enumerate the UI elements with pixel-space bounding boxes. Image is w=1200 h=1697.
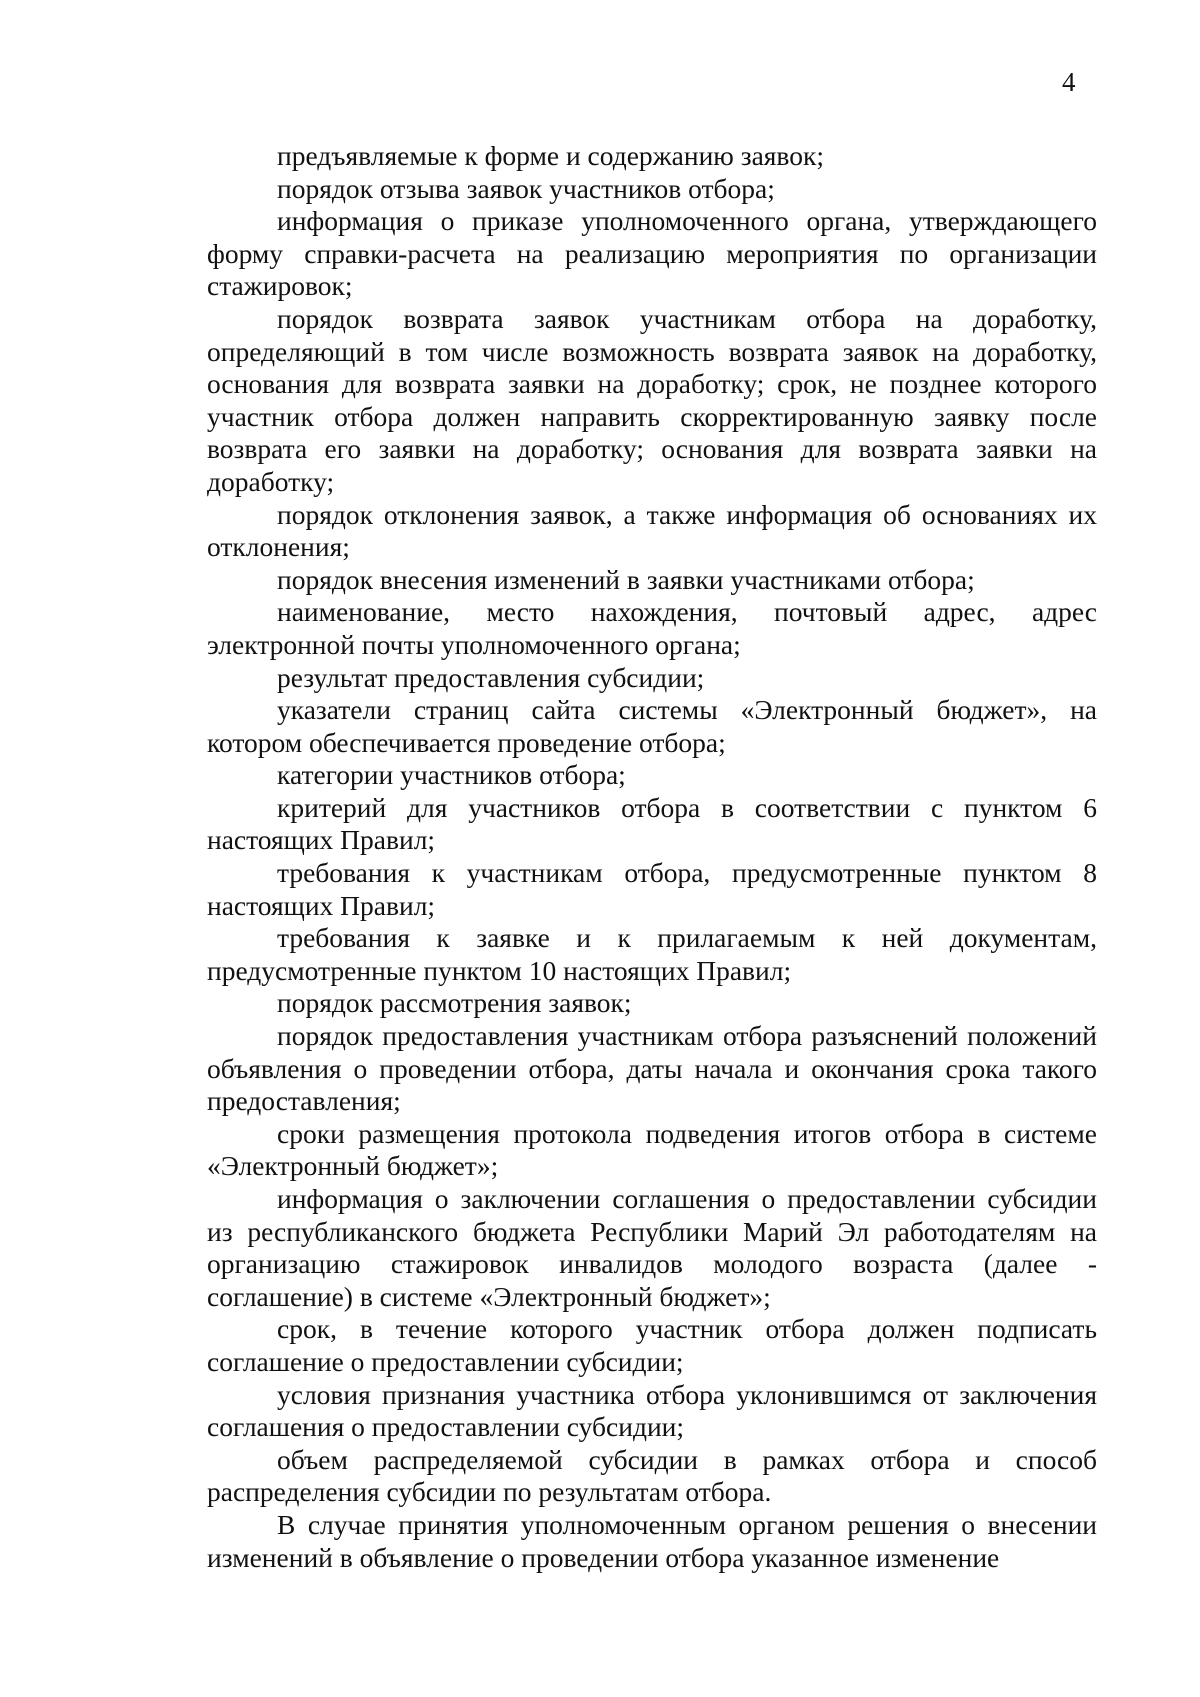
- paragraph-5: порядок отклонения заявок, а также информация об основаниях их отклонения;: [207, 498, 1097, 563]
- paragraph-18: срок, в течение которого участник отбора должен подписать соглашение о предоставлении субсидии;: [207, 1313, 1097, 1377]
- paragraph-1: предъявляемые к форме и содержанию заявок;: [277, 140, 824, 171]
- paragraph-17: информация о заключении соглашения о предоставлении субсидии из республиканского бюджета Республики Марий Эл работодателям на организацию стажировок инвалидов молодого возраста (далее - соглашение) в системе «Электронный бюджет»;: [207, 1183, 1097, 1312]
- paragraph-4: порядок возврата заявок участникам отбора на доработку, определяющий в том числе возможность возврата заявок на доработку, основания для возврата заявки на доработку; срок, не позднее которого участник отбора должен направить скорректированную заявку после возврата его заявки на доработку; основания для возврата заявки на доработку;: [207, 302, 1097, 497]
- paragraph-13: требования к заявке и к прилагаемым к ней документам, предусмотренные пунктом 10 настоящих Правил;: [207, 922, 1097, 986]
- paragraph-20: объем распределяемой субсидии в рамках отбора и способ распределения субсидии по результатам отбора.: [207, 1443, 1097, 1508]
- page-number: 4: [1062, 67, 1076, 97]
- paragraph-7: наименование, место нахождения, почтовый адрес, адрес электронной почты уполномоченного органа;: [207, 596, 1097, 660]
- paragraph-3: информация о приказе уполномоченного органа, утверждающего форму справки-расчета на реализацию мероприятия по организации стажировок;: [207, 205, 1097, 302]
- paragraph-11: критерий для участников отбора в соответствии с пунктом 6 настоящих Правил;: [207, 791, 1097, 856]
- paragraph-8: результат предоставления субсидии;: [277, 661, 705, 693]
- paragraph-12: требования к участникам отбора, предусмотренные пунктом 8 настоящих Правил;: [207, 857, 1097, 921]
- paragraph-15: порядок предоставления участникам отбора разъяснений положений объявления о проведении отбора, даты начала и окончания срока такого предоставления;: [207, 1020, 1097, 1117]
- paragraph-6: порядок внесения изменений в заявки участниками отбора;: [277, 563, 975, 595]
- paragraph-16: сроки размещения протокола подведения итогов отбора в системе «Электронный бюджет»;: [207, 1117, 1097, 1182]
- paragraph-10: категории участников отбора;: [277, 759, 626, 791]
- paragraph-9: указатели страниц сайта системы «Электронный бюджет», на котором обеспечивается проведение отбора;: [207, 694, 1097, 758]
- paragraph-19: условия признания участника отбора уклонившимся от заключения соглашения о предоставлении субсидии;: [207, 1378, 1097, 1443]
- paragraph-2: порядок отзыва заявок участников отбора;: [277, 172, 775, 204]
- paragraph-21: В случае принятия уполномоченным органом решения о внесении изменений в объявление о проведении отбора указанное изменение: [207, 1508, 1097, 1573]
- document-body: [207, 140, 1097, 1574]
- paragraph-14: порядок рассмотрения заявок;: [277, 987, 632, 1019]
